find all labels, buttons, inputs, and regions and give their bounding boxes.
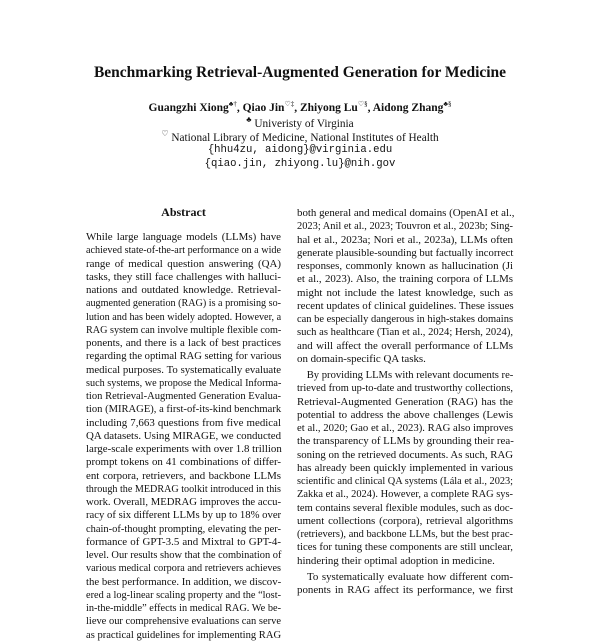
text-line: While large language models (LLMs) have xyxy=(86,231,281,243)
text-line: achieved state-of-the-art performance on a wide xyxy=(86,244,281,257)
text-line: potential to address the above challenges (Lewis xyxy=(297,408,513,421)
text-line: By providing LLMs with relevant documents re- xyxy=(306,369,514,381)
text-line: as practical guidelines for implementing RAG xyxy=(86,628,282,641)
author-marks: ♣§ xyxy=(443,100,452,108)
text-line: 2023; Anil et al., 2023; Touvron et al., 2023b; Sing- xyxy=(297,220,513,233)
author-name: Qiao Jin xyxy=(242,101,285,114)
text-line: on domain-specific QA tasks. xyxy=(297,352,426,365)
text-line: level. Our results show that the combination of xyxy=(86,549,282,561)
text-line: ent corpora, retrievers, and backbone LLMs xyxy=(86,469,281,482)
affiliation-mark: ♣ xyxy=(246,115,252,124)
text-line: tion (MIRAGE), a first-of-its-kind benchmark xyxy=(86,403,282,416)
text-line: work. Overall, MEDRAG improves the accu- xyxy=(86,496,281,508)
text-line: medical purposes. To systematically evaluate xyxy=(86,363,281,376)
text-line: such as healthcare (Tian et al., 2024; Hersh, 2024), xyxy=(297,326,513,339)
text-line: scientific and clinical QA systems (Lála et al., 2023; xyxy=(297,475,514,487)
author-name: Aidong Zhang xyxy=(372,101,444,114)
text-line: lieve our comprehensive evaluations can serve xyxy=(86,615,281,628)
text-line: tem contains several flexible modules, such as doc- xyxy=(297,501,513,514)
text-line: ered a log-linear scaling property and the “lost- xyxy=(86,588,281,601)
author-marks: ♡‡ xyxy=(284,100,295,108)
text-line: Zakka et al., 2024). However, a complete RAG sys- xyxy=(297,488,513,501)
text-line: recent updates of clinical guidelines. These issues xyxy=(297,299,514,312)
text-line: hal et al., 2023a; Nori et al., 2023a), LLMs often xyxy=(297,233,513,246)
text-line: both general and medical domains (OpenAI et al., xyxy=(297,207,515,219)
text-line: tices for tuning these components are still unclear, xyxy=(297,541,513,554)
text-line: prompt tokens on 41 combinations of differ- xyxy=(86,456,281,469)
affiliation xyxy=(0,129,600,144)
text-line: including 7,663 questions from five medical xyxy=(86,416,281,429)
text-line: regarding the optimal RAG setting for various xyxy=(86,350,282,363)
text-line: ument collections (corpora), retrieval algorithms xyxy=(297,514,513,527)
text-line: through the MEDRAG toolkit introduced in this xyxy=(86,482,281,495)
text-line: formance of GPT-3.5 and Mixtral to GPT-4- xyxy=(86,535,281,548)
text-line: tion Retrieval-Augmented Generation Evalua- xyxy=(86,390,281,402)
paper-title: Benchmarking Retrieval-Augmented Generation for Medicine xyxy=(93,64,507,81)
text-line: chain-of-thought prompting, elevating the per- xyxy=(86,522,281,535)
text-line: might not include the latest knowledge, such as xyxy=(297,286,513,299)
text-line: has already been quickly implemented in various xyxy=(297,461,513,474)
affiliation-text: National Library of Medicine, National Institutes of Health xyxy=(171,131,439,144)
author-name: Zhiyong Lu xyxy=(299,101,358,114)
text-line: et al., 2023). Also, the training corpora of LLMs xyxy=(297,273,513,286)
text-line: various medical corpora and retrievers achieves xyxy=(86,562,281,575)
intro-body xyxy=(297,207,513,597)
text-line: QA datasets. Using MIRAGE, we conducted xyxy=(86,429,282,442)
text-line: lution and has been widely adopted. However, a xyxy=(86,310,282,323)
abstract-heading: Abstract xyxy=(161,205,206,219)
affiliation-mark: ♡ xyxy=(161,129,169,138)
text-line: tasks, they still face challenges with halluci- xyxy=(86,270,281,283)
text-line: range of medical question answering (QA) xyxy=(86,257,281,270)
text-line: (retrievers), and backbone LLMs, but the best prac- xyxy=(297,528,513,540)
text-line: racy of six different LLMs by up to 18% over xyxy=(86,509,282,522)
text-line: ponents in RAG affect its performance, we first xyxy=(297,584,513,596)
affiliation-text: Univeristy of Virginia xyxy=(254,117,354,130)
text-line: large-scale experiments with over 1.8 trillion xyxy=(86,443,282,455)
text-line: et al., 2020; Gao et al., 2023). RAG also improves xyxy=(297,422,513,434)
text-line: Retrieval-Augmented Generation (RAG) has the xyxy=(297,395,513,408)
text-line: such systems, we propose the Medical Informa- xyxy=(86,376,282,389)
text-line: soning on the retrieved documents. As such, RAG xyxy=(297,448,514,461)
text-line: in-the-middle” effects in medical RAG. We be- xyxy=(86,602,281,614)
author-marks: ♡§ xyxy=(357,100,368,108)
text-line: and will affect the overall performance of LLMs xyxy=(297,339,513,352)
text-line: nations and outdated knowledge. Retrieval- xyxy=(86,284,281,296)
author-marks: ♣† xyxy=(228,100,237,108)
abstract-body xyxy=(86,231,281,642)
affiliation xyxy=(0,115,600,130)
author-name: Guangzhi Xiong xyxy=(148,101,229,114)
text-line: hindering their optimal adoption in medicine. xyxy=(297,554,495,567)
text-line: the best performance. In addition, we discov- xyxy=(86,575,282,588)
author-list: Guangzhi Xiong♣†, Qiao Jin♡‡, Zhiyong Lu♡§, Aidong Zhang♣§ xyxy=(148,100,452,114)
text-line: ponents, and there is a lack of best practices xyxy=(86,337,281,349)
email-line: {qiao.jin, zhiyong.lu}@nih.gov xyxy=(204,158,396,170)
text-line: To systematically evaluate how different com- xyxy=(307,570,513,583)
text-line: can be especially dangerous in high-stakes domains xyxy=(297,313,514,325)
text-line: RAG system can involve multiple flexible com- xyxy=(86,323,282,336)
text-line: generate plausible-sounding but factually incorrect xyxy=(297,246,514,259)
text-line: the transparency of LLMs by grounding their rea- xyxy=(297,435,514,448)
text-line: responses, commonly known as hallucination (Ji xyxy=(297,260,513,272)
email-line: {hhu4zu, aidong}@virginia.edu xyxy=(207,144,393,156)
text-line: trieved from up-to-date and trustworthy collections, xyxy=(297,382,513,395)
text-line: augmented generation (RAG) is a promising so- xyxy=(86,297,281,310)
